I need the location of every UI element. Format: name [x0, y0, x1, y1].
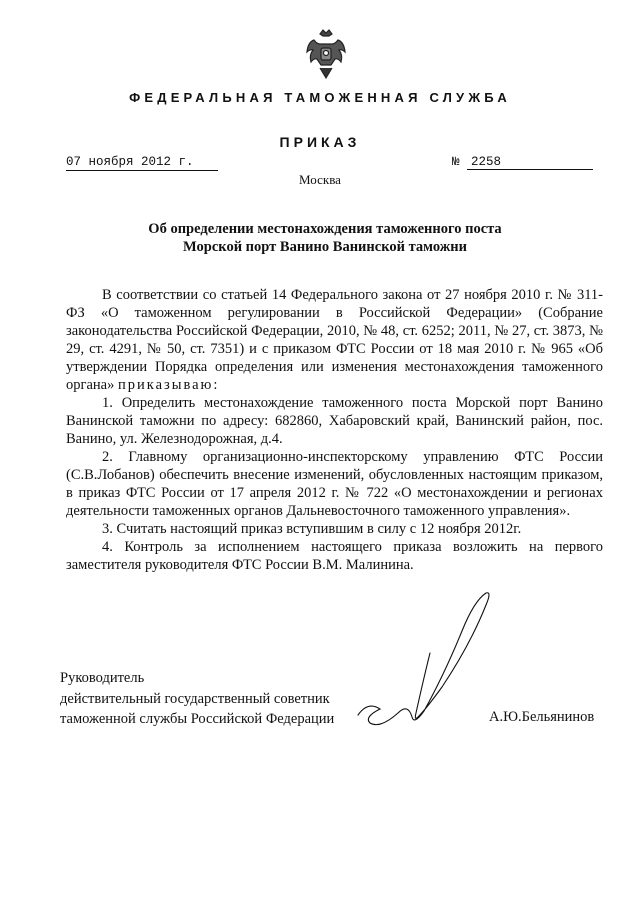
handwritten-signature [350, 590, 510, 740]
agency-name: ФЕДЕРАЛЬНАЯ ТАМОЖЕННАЯ СЛУЖБА [129, 90, 511, 105]
document-type: ПРИКАЗ [279, 134, 361, 150]
signatory-title-2: действительный государственный советник [60, 690, 330, 707]
signatory-title-3: таможенной службы Российской Федерации [60, 711, 335, 727]
city: Москва [299, 172, 341, 187]
preamble-text: В соответствии со статьей 14 Федерального закона от 27 ноября 2010 г. № 311-ФЗ «О таможенном регулировании в Российской Федерации» (Собрание законодательства Российской Федерации, 2010, № 48, ст. 6252; 2011, № 27, ст. 3873, № 29, ст. 4291, № 50, ст. 7351) и с приказом ФТС России от 18 мая 2010 г. № 965 «Об утверждении Порядка определения или изменения местонахождения таможенного органа» [66, 287, 603, 393]
item-1: 1. Определить местонахождение таможенного поста Морской порт Ванино Ванинской таможни по адресу: 682860, Хабаровский край, Ванинский район, пос. Ванино, ул. Железнодорожная, д.4. [66, 395, 603, 447]
preamble-paragraph [66, 286, 603, 394]
order-number [452, 155, 602, 170]
number-value: 2258 [467, 155, 593, 170]
item-3: 3. Считать настоящий приказ вступившим в силу с 12 ноября 2012г. [102, 521, 522, 537]
heading-line-2: Морской порт Ванино Ванинской таможни [183, 239, 467, 255]
item-4: 4. Контроль за исполнением настоящего приказа возложить на первого заместителя руководителя ФТС России В.М. Малинина. [66, 539, 603, 573]
signatory-name: А.Ю.Бельянинов [489, 709, 595, 725]
signatory-block [60, 668, 360, 730]
heading-line-1: Об определении местонахождения таможенного поста [148, 221, 502, 237]
number-sign: № [452, 155, 460, 169]
coat-of-arms-icon [306, 26, 346, 82]
order-body [66, 286, 603, 574]
order-date: 07 ноября 2012 г. [66, 155, 218, 171]
order-word: приказываю: [117, 377, 220, 393]
signatory-title-1: Руководитель [60, 670, 145, 686]
order-heading [60, 220, 590, 256]
item-2: 2. Главному организационно-инспекторскому управлению ФТС России (С.В.Лобанов) обеспечить внесение изменений, обусловленных настоящим приказом, в приказ ФТС России от 17 апреля 2012 г. № 722 «О местонахождении и регионах деятельности таможенных органов Дальневосточного таможенного управления». [66, 449, 603, 519]
